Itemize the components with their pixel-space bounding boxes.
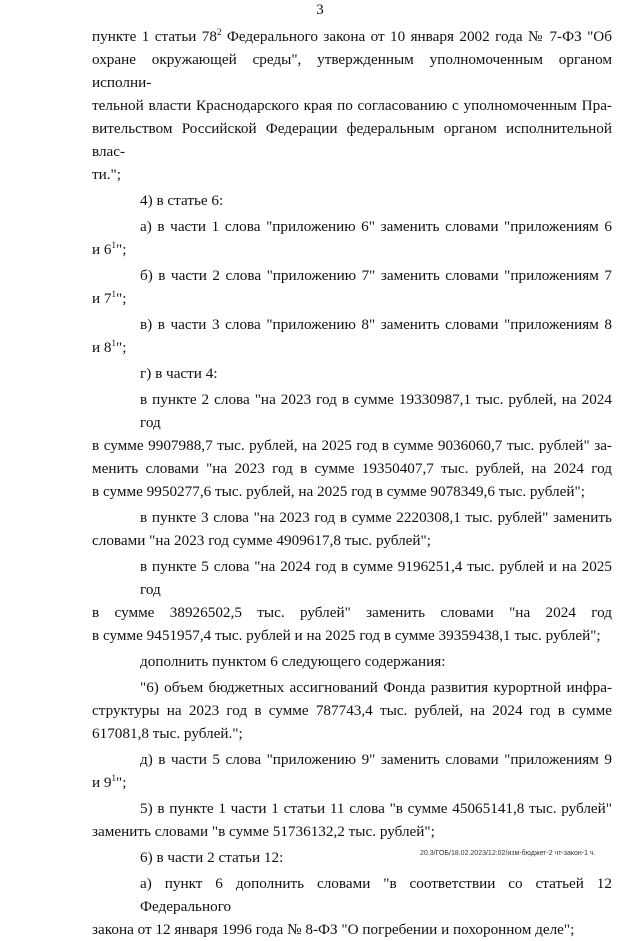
clause-3: в пункте 3 слова "на 2023 год в сумме 2220308,1 тыс. рублей" заменить словами "на 2023 год сумме 4909617,8 тыс. рублей"; <box>92 509 612 549</box>
clause-6-intro: дополнить пунктом 6 следующего содержания: <box>140 653 446 670</box>
item-4d: д) в части 5 слова "приложению 9" заменить словами "приложениям 9 и $9^1$"; <box>92 751 612 791</box>
clause-6: "6) объем бюджетных ассигнований Фонда развития курортной инфра- структуры на 2023 год в сумме 787743,4 тыс. рублей, на 2024 год в сумме 617081,8 тыс. рублей."; <box>92 679 612 742</box>
item-4a: а) в части 1 слова "приложению 6" заменить словами "приложениям 6 и $6^1$"; <box>92 218 612 258</box>
clause-2: в пункте 2 слова "на 2023 год в сумме 19330987,1 тыс. рублей, на 2024 год в сумме 9907988,7 тыс. рублей, на 2025 год в сумме 9036060,7 тыс. рублей" за- менить словами "на 2023 год в сумме 19350407,7 тыс. рублей, на 2024 год в сумме 9950277,6 тыс. рублей, на 2025 год в сумме 9078349,6 тыс. рублей"; <box>92 391 612 500</box>
item-6a: а) пункт 6 дополнить словами "в соответствии со статьей 12 Федерального закона от 12 января 1996 года № 8-ФЗ "О погребении и похоронном деле"; <box>92 875 612 938</box>
document-footer-code: 20.3/ГОБ/18.02.2023/12:02/изм-бюджет-2 чт-закон-1 ч. <box>420 850 596 857</box>
page-number: 3 <box>316 2 324 18</box>
clause-5: в пункте 5 слова "на 2024 год в сумме 9196251,4 тыс. рублей и на 2025 год в сумме 38926502,5 тыс. рублей" заменить словами "на 2024 год в сумме 9451957,4 тыс. рублей и на 2025 год в сумме 39359438,1 тыс. рублей"; <box>92 558 612 644</box>
document-body <box>92 25 612 941</box>
item-6-heading: 6) в части 2 статьи 12: <box>140 849 284 866</box>
item-4g-heading: г) в части 4: <box>140 365 218 382</box>
item-4v: в) в части 3 слова "приложению 8" заменить словами "приложениям 8 и $8^1$"; <box>92 316 612 356</box>
item-4b: б) в части 2 слова "приложению 7" заменить словами "приложениям 7 и $7^1$"; <box>92 267 612 307</box>
paragraph-continuation: пункте 1 статьи $78^2$ Федерального закона от 10 января 2002 года № 7-ФЗ "Об охране окружающей среды", утвержденным уполномоченным органом исполни- тельной власти Краснодарского края по согласованию с уполномоченным Пра- вительством Российской Федерации федеральным органом исполнительной влас- ти."; <box>92 27 612 183</box>
item-5: 5) в пункте 1 части 1 статьи 11 слова "в сумме 45065141,8 тыс. рублей" заменить словами "в сумме 51736132,2 тыс. рублей"; <box>92 800 612 840</box>
item-4-heading: 4) в статье 6: <box>140 192 224 209</box>
